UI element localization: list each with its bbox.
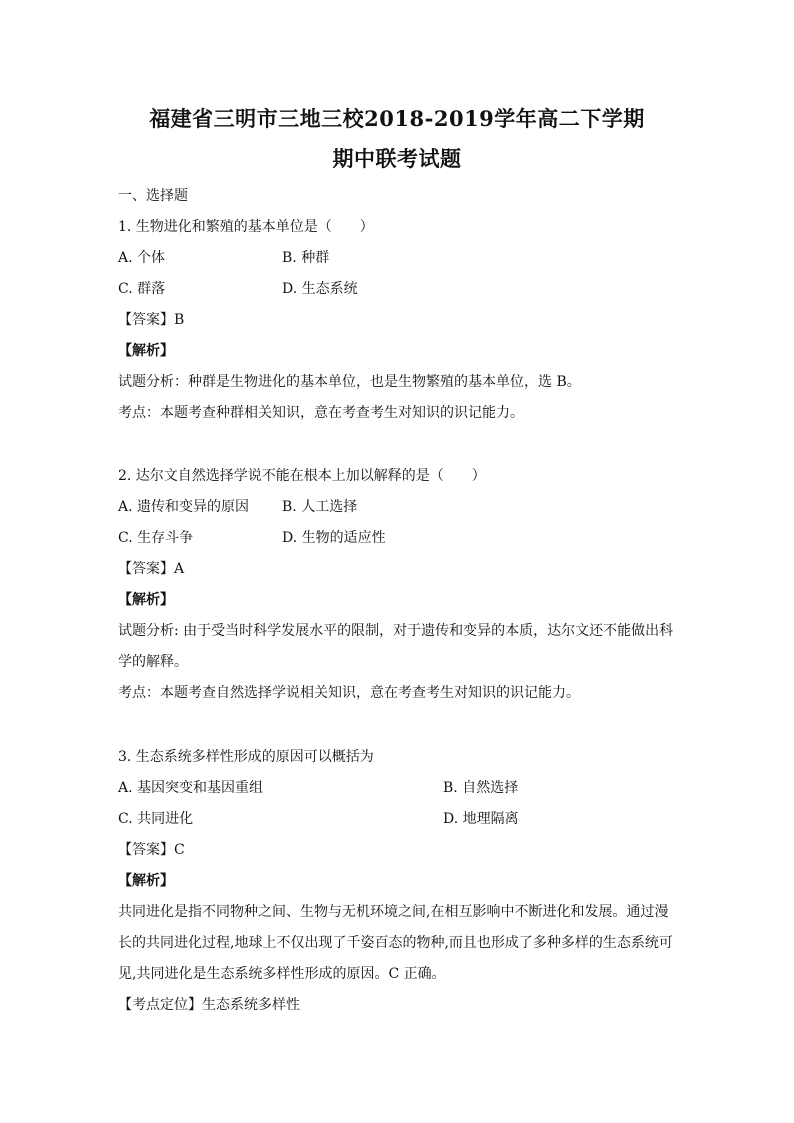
option-c: C. 生存斗争 <box>118 530 194 546</box>
option-a: A. 基因突变和基因重组 <box>118 780 264 796</box>
answer-line: 【答案】B <box>118 312 185 328</box>
analysis-text-line1: 试题分析: 由于受当时科学发展水平的限制，对于遗传和变异的本质，达尔文还不能做出科 <box>118 623 674 639</box>
analysis-label: 【解析】 <box>118 873 174 889</box>
knowledge-point-label: 【考点定位】生态系统多样性 <box>118 997 300 1013</box>
document-title-line2: 期中联考试题 <box>332 146 462 171</box>
knowledge-point-note: 考点：本题考查种群相关知识，意在考查考生对知识的识记能力。 <box>118 405 524 421</box>
option-b: B. 人工选择 <box>282 499 358 515</box>
option-a: A. 个体 <box>118 250 166 266</box>
option-c: C. 共同进化 <box>118 811 194 827</box>
option-d: D. 生物的适应性 <box>282 530 386 546</box>
analysis-label: 【解析】 <box>118 592 174 608</box>
analysis-text-line2: 长的共同进化过程,地球上不仅出现了千姿百态的物种,而且也形成了多种多样的生态系统可 <box>118 935 673 951</box>
answer-line: 【答案】C <box>118 842 185 858</box>
analysis-text-line3: 见,共同进化是生态系统多样性形成的原因。C 正确。 <box>118 966 446 982</box>
option-c: C. 群落 <box>118 281 166 297</box>
question-stem: 3. 生态系统多样性形成的原因可以概括为 <box>118 749 374 765</box>
option-d: D. 地理隔离 <box>443 811 519 827</box>
question-stem: 1. 生物进化和繁殖的基本单位是（ ） <box>118 219 374 235</box>
analysis-text: 试题分析：种群是生物进化的基本单位，也是生物繁殖的基本单位，选 B。 <box>118 374 581 390</box>
answer-line: 【答案】A <box>118 561 185 577</box>
option-b: B. 自然选择 <box>443 780 519 796</box>
analysis-label: 【解析】 <box>118 343 174 359</box>
question-stem: 2. 达尔文自然选择学说不能在根本上加以解释的是（ ） <box>118 468 486 484</box>
option-b: B. 种群 <box>282 250 330 266</box>
document-title-line1: 福建省三明市三地三校2018-2019学年高二下学期 <box>149 106 645 131</box>
option-a: A. 遗传和变异的原因 <box>118 499 250 515</box>
option-d: D. 生态系统 <box>282 281 358 297</box>
knowledge-point-note: 考点：本题考查自然选择学说相关知识，意在考查考生对知识的识记能力。 <box>118 685 580 701</box>
analysis-text-line2: 学的解释。 <box>118 654 188 670</box>
section-heading: 一、选择题 <box>118 188 188 204</box>
analysis-text-line1: 共同进化是指不同物种之间、生物与无机环境之间,在相互影响中不断进化和发展。通过漫 <box>118 904 669 920</box>
